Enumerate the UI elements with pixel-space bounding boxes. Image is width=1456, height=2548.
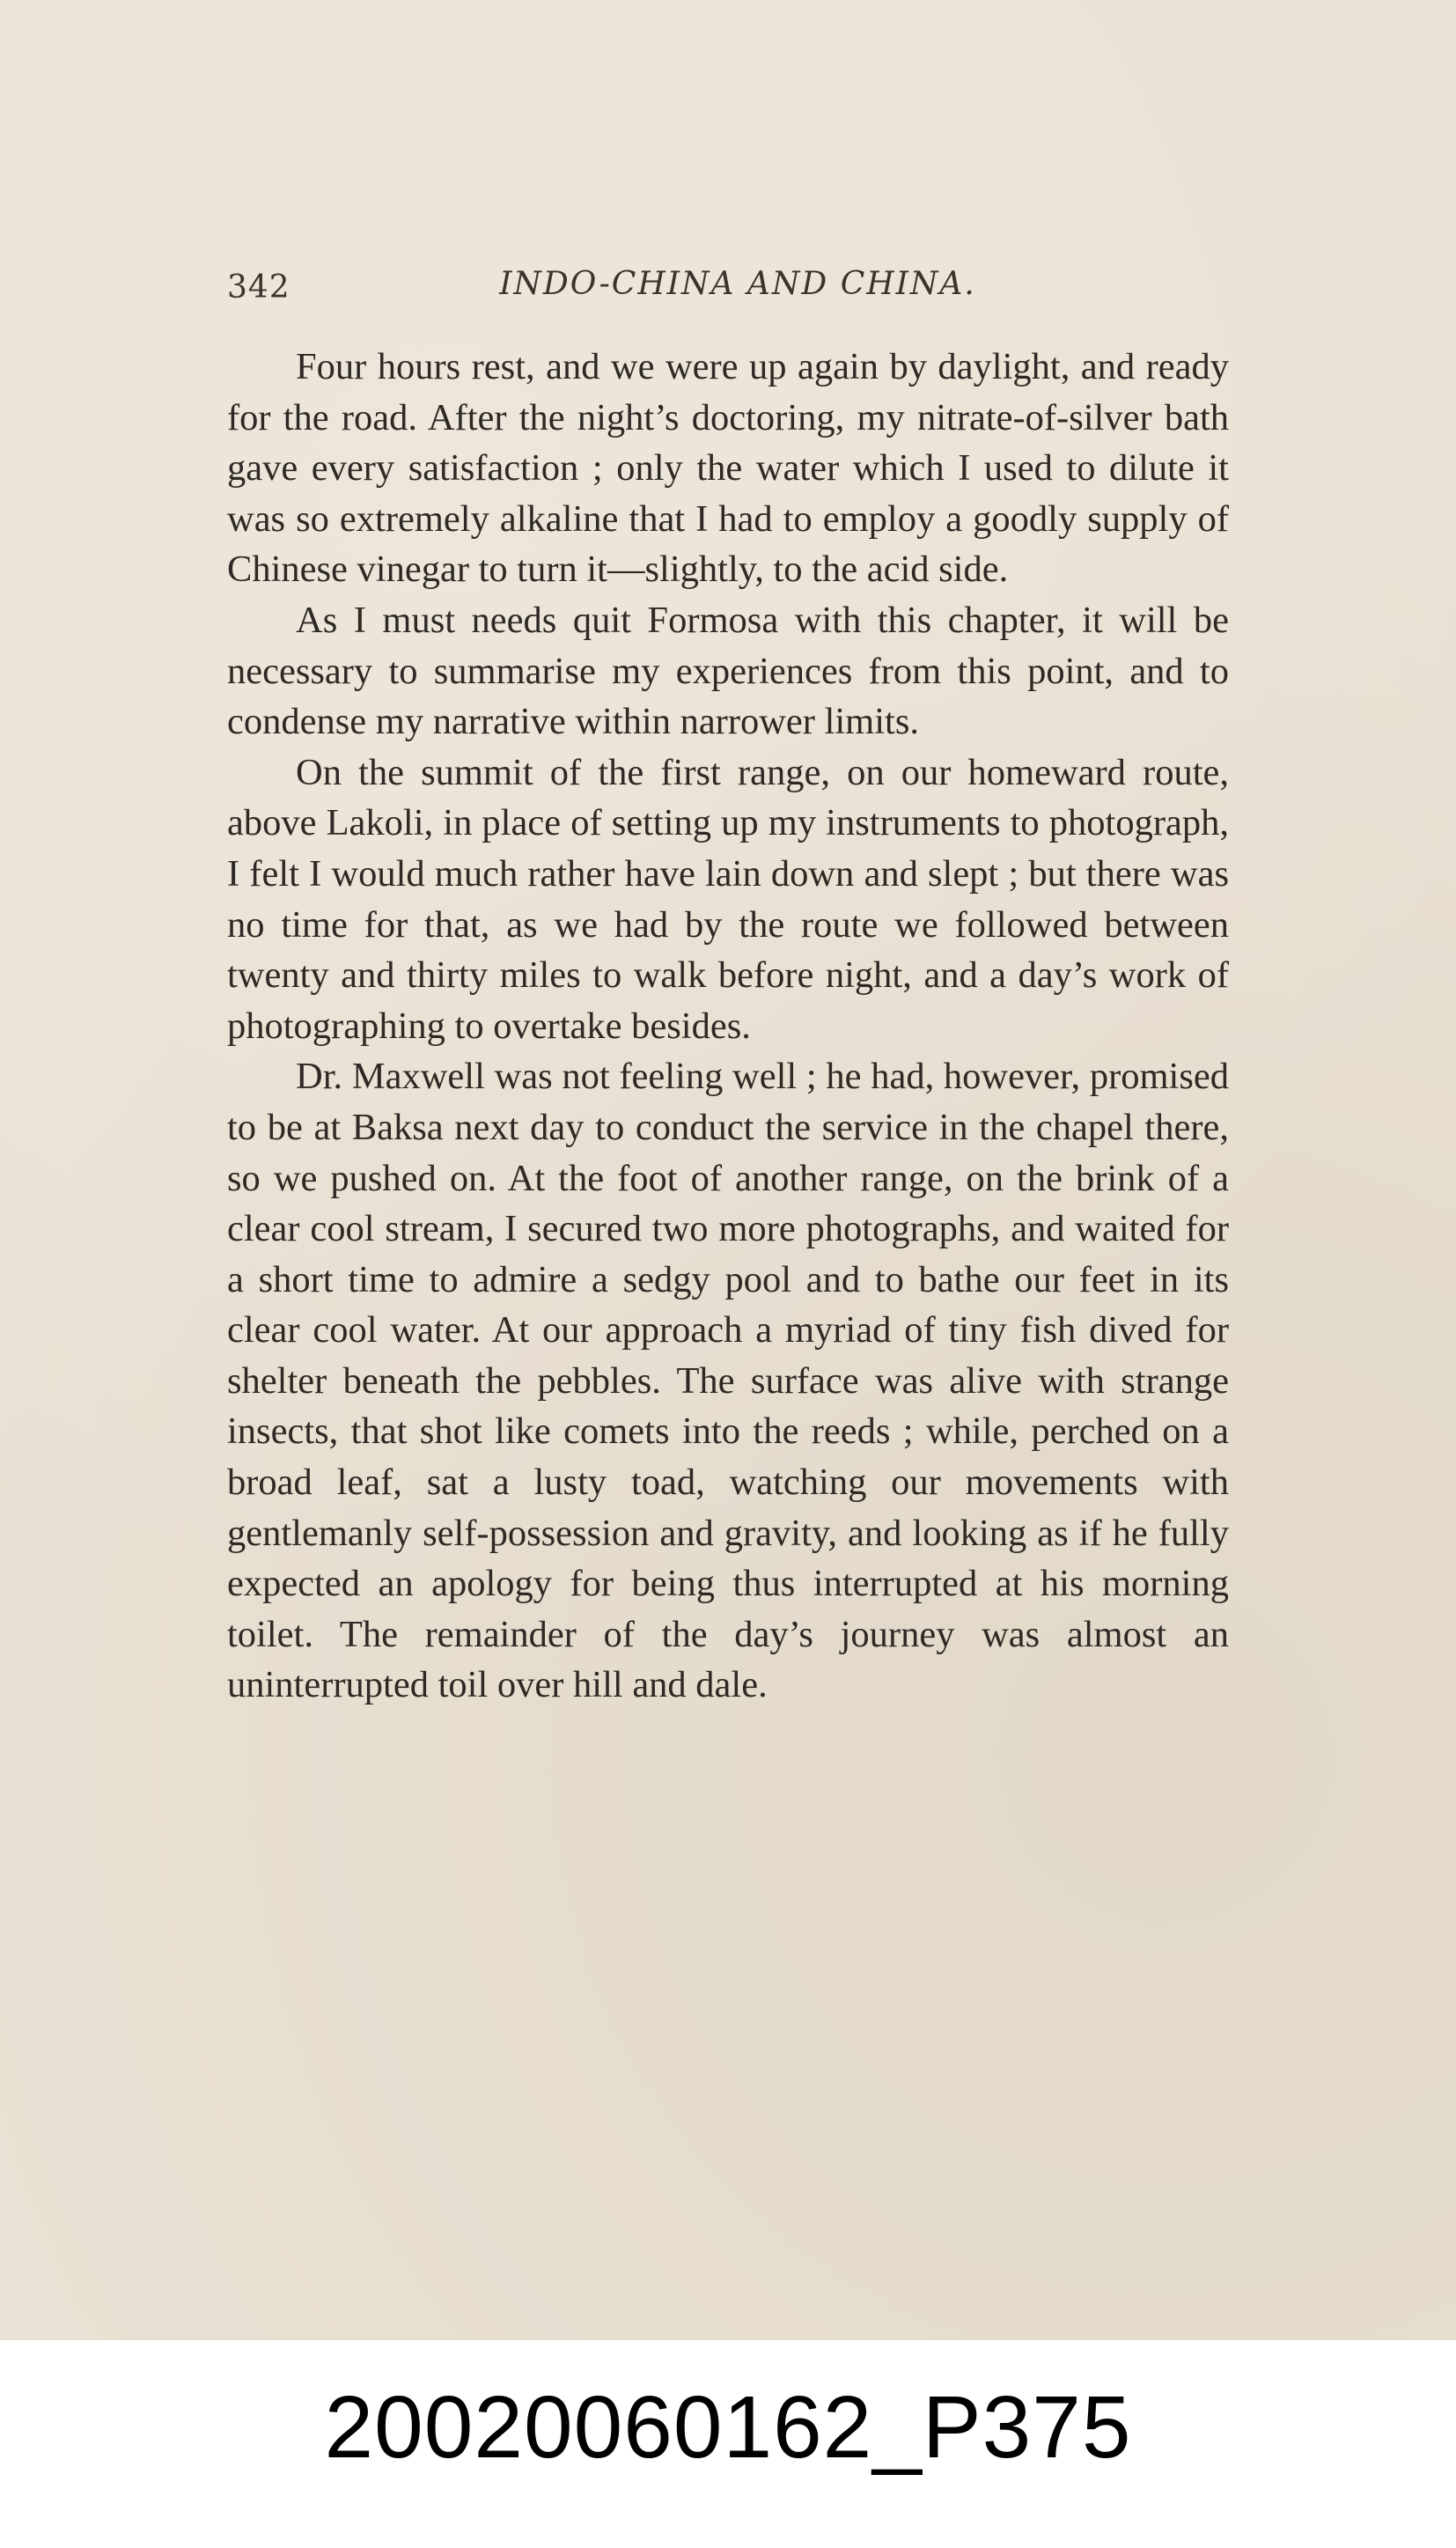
scan-identifier: 20020060162_P375 bbox=[324, 2378, 1132, 2477]
paragraph-2: As I must needs quit Formosa with this chapter, it will be necessary to summarise my experiences from this point, and to condense my narrative within narrower limits. bbox=[227, 599, 1229, 743]
text-body bbox=[227, 342, 1229, 1711]
paragraph-3: On the summit of the first range, on our homeward route, above Lakoli, in place of setting up my instruments to photograph, I felt I would much rather have lain down and slept ; but there was no time for that, as we had by the route we followed between twenty and thirty miles to walk before night, and a day’s work of photographing to overtake besides. bbox=[227, 751, 1229, 1047]
paragraph-4: Dr. Maxwell was not feeling well ; he had, however, promised to be at Baksa next day to conduct the service in the chapel there, so we pushed on. At the foot of another range, on the brink of a clear cool stream, I secured two more photographs, and waited for a short time to admire a sedgy pool and to bathe our feet in its clear cool water. At our approach a myriad of tiny fish dived for shelter beneath the pebbles. The surface was alive with strange insects, that shot like comets into the reeds ; while, perched on a broad leaf, sat a lusty toad, watching our movements with gentlemanly self-possession and gravity, and looking as if he fully expected an apology for being thus interrupted at his morning toilet. The remainder of the day’s journey was almost an uninterrupted toil over hill and dale. bbox=[227, 1056, 1229, 1706]
paragraph-1: Four hours rest, and we were up again by daylight, and ready for the road. After the night’s doctoring, my nitrate-of-silver bath gave every satisfaction ; only the water which I used to dilute it was so extremely alkaline that I had to employ a goodly supply of Chinese vinegar to turn it—slightly, to the acid side. bbox=[227, 346, 1229, 591]
page-number: 342 bbox=[227, 269, 290, 306]
running-title: INDO-CHINA AND CHINA. bbox=[499, 266, 976, 302]
running-head bbox=[227, 266, 1231, 310]
